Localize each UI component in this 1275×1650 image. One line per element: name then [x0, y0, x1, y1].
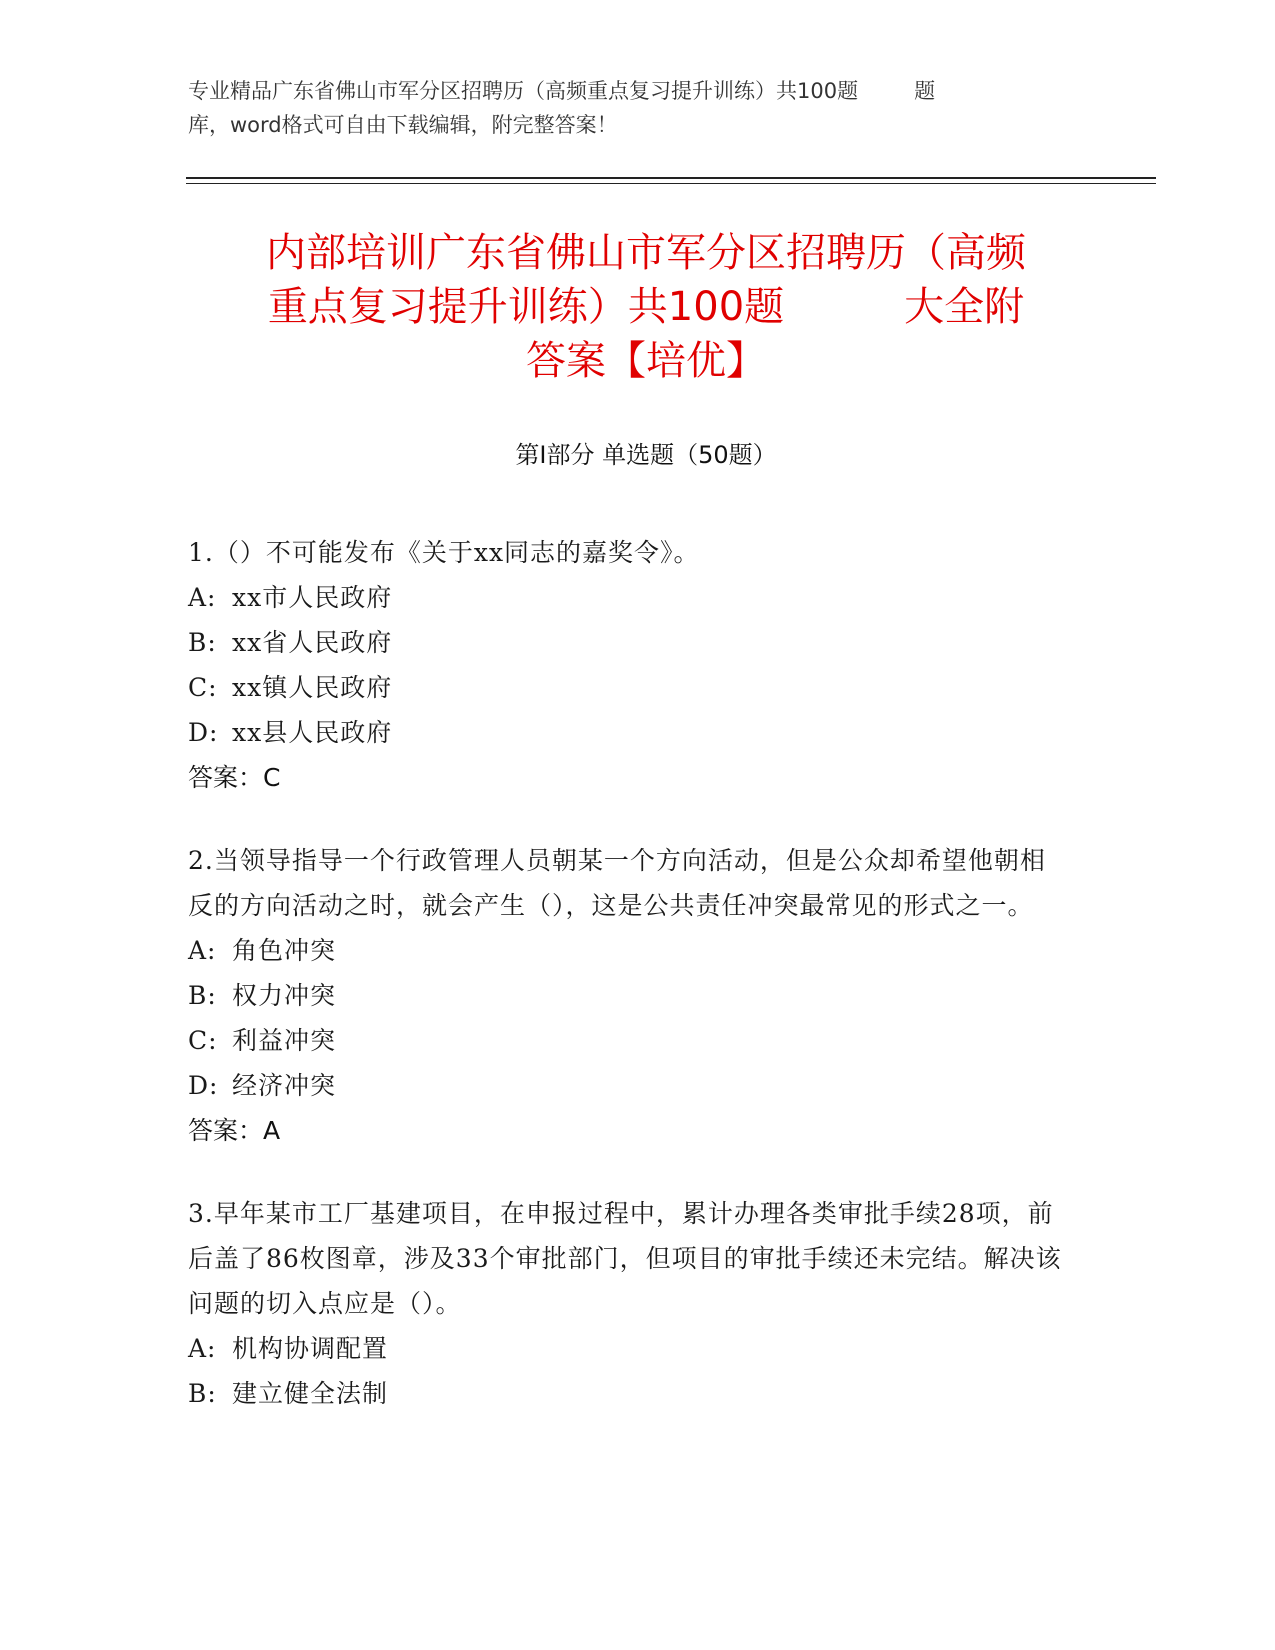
option-text: xx镇人民政府 — [232, 673, 393, 702]
option-text: 经济冲突 — [232, 1071, 337, 1100]
answer-line: 答案：A — [188, 1116, 281, 1145]
option-letter: A: — [188, 583, 217, 612]
option-text: 建立健全法制 — [232, 1379, 389, 1408]
option-b — [188, 973, 1068, 1018]
option-text: 角色冲突 — [232, 936, 337, 965]
header-line-1-tail: 题 — [914, 79, 936, 103]
option-text: xx县人民政府 — [232, 718, 393, 747]
option-text: xx市人民政府 — [232, 583, 393, 612]
option-letter: C: — [188, 1026, 218, 1055]
option-letter: C: — [188, 673, 218, 702]
question-text: 3.早年某市工厂基建项目，在申报过程中，累计办理各类审批手续28项，前后盖了86枚图章，涉及33个审批部门，但项目的审批手续还未完结。解决该问题的切入点应是（）。 — [188, 1199, 1062, 1318]
option-letter: D: — [188, 718, 219, 747]
header-divider-thick — [186, 177, 1156, 179]
title-line-2-part-a: 重点复习提升训练）共100题 — [267, 284, 785, 330]
header-line-1-text: 专业精品广东省佛山市军分区招聘历（高频重点复习提升训练）共100题 — [188, 79, 859, 103]
question-2 — [188, 838, 1068, 1153]
option-a — [188, 1326, 1068, 1371]
option-letter: B: — [188, 628, 217, 657]
question-list — [188, 530, 1068, 1454]
document-title — [186, 226, 1106, 388]
title-line-1: 内部培训广东省佛山市军分区招聘历（高频 — [266, 230, 1026, 276]
option-text: 权力冲突 — [232, 981, 337, 1010]
option-d — [188, 710, 1068, 755]
option-letter: D: — [188, 1071, 219, 1100]
option-text: xx省人民政府 — [232, 628, 393, 657]
question-3 — [188, 1191, 1068, 1416]
option-a — [188, 575, 1068, 620]
option-letter: A: — [188, 1334, 217, 1363]
option-letter: B: — [188, 1379, 217, 1408]
option-letter: B: — [188, 981, 217, 1010]
header-line-2: 库，word格式可自由下载编辑，附完整答案！ — [188, 113, 618, 137]
option-b — [188, 1371, 1068, 1416]
title-line-2 — [186, 280, 1106, 334]
title-line-3: 答案【培优】 — [526, 338, 766, 384]
question-text: 2.当领导指导一个行政管理人员朝某一个方向活动，但是公众却希望他朝相反的方向活动之时，就会产生（），这是公共责任冲突最常见的形式之一。 — [188, 846, 1046, 920]
section-heading: 第Ⅰ部分 单选题（50题） — [515, 441, 777, 469]
option-letter: A: — [188, 936, 217, 965]
title-line-2-part-b: 大全附 — [904, 284, 1025, 330]
header-divider-thin — [186, 183, 1156, 184]
question-text: 1.（）不可能发布《关于xx同志的嘉奖令》。 — [188, 538, 700, 567]
answer-line: 答案：C — [188, 763, 281, 792]
option-c — [188, 665, 1068, 710]
option-b — [188, 620, 1068, 665]
option-text: 机构协调配置 — [232, 1334, 389, 1363]
header-note — [188, 74, 1088, 142]
option-text: 利益冲突 — [232, 1026, 337, 1055]
option-c — [188, 1018, 1068, 1063]
header-line-1 — [188, 74, 1088, 108]
option-d — [188, 1063, 1068, 1108]
option-a — [188, 928, 1068, 973]
question-1 — [188, 530, 1068, 800]
